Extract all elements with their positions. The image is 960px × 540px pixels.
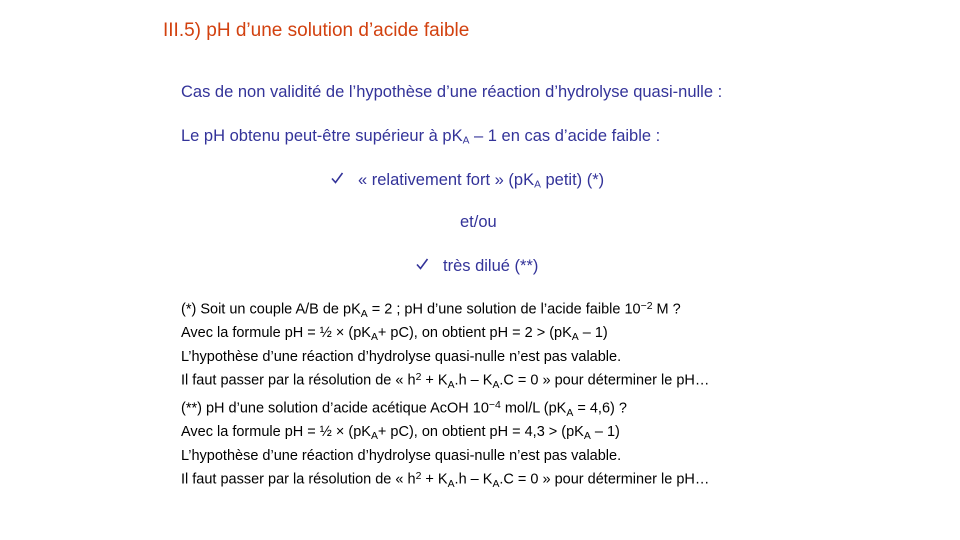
connector-text: et/ou xyxy=(460,213,497,231)
example2-line4: Il faut passer par la résolution de « $h^2 + K_A.h - K_A.C = 0$ » pour déterminer le pH… xyxy=(181,470,710,490)
bullet-relatively-strong: « relativement fort » (pKA petit) (*) xyxy=(330,171,604,191)
checkmark-icon xyxy=(330,171,358,190)
slide-title: III.5) pH d’une solution d’acide faible xyxy=(163,20,470,41)
bullet-very-dilute: très dilué (**) xyxy=(415,257,538,276)
checkmark-icon xyxy=(415,257,443,276)
example2-line2: Avec la formule pH = ½ × $(pK_A+ pC)$, on obtient pH = $4,3 > (pK_A - 1)$ xyxy=(181,424,620,443)
example2-line1: (**) pH d’une solution d’acide acétique AcOH $10^{-4}$ mol/L $(pK_A = 4,6)$ ? xyxy=(181,400,627,419)
ph-condition-line: Le pH obtenu peut-être supérieur à pKA – 1 en cas d’acide faible : xyxy=(181,127,661,147)
non-validity-heading: Cas de non validité de l’hypothèse d’une réaction d’hydrolyse quasi-nulle : xyxy=(181,83,723,101)
example1-line1: (*) Soit un couple A/B de $pK_A = 2$ ; pH d’une solution de l’acide faible $10^{-2}$ M ? xyxy=(181,301,681,320)
example2-line3: L’hypothèse d’une réaction d’hydrolyse quasi-nulle n’est pas valable. xyxy=(181,448,622,465)
example1-line3: L’hypothèse d’une réaction d’hydrolyse quasi-nulle n’est pas valable. xyxy=(181,349,622,366)
example1-line4: Il faut passer par la résolution de « $h^2 + K_A.h - K_A.C = 0$ » pour déterminer le pH… xyxy=(181,371,710,391)
example-acetic-acid xyxy=(181,396,709,494)
example-strong-acid xyxy=(181,297,709,395)
example1-line2: Avec la formule pH = ½ × $(pK_A+ pC)$, on obtient pH = $2 > (pK_A - 1)$ xyxy=(181,325,608,344)
